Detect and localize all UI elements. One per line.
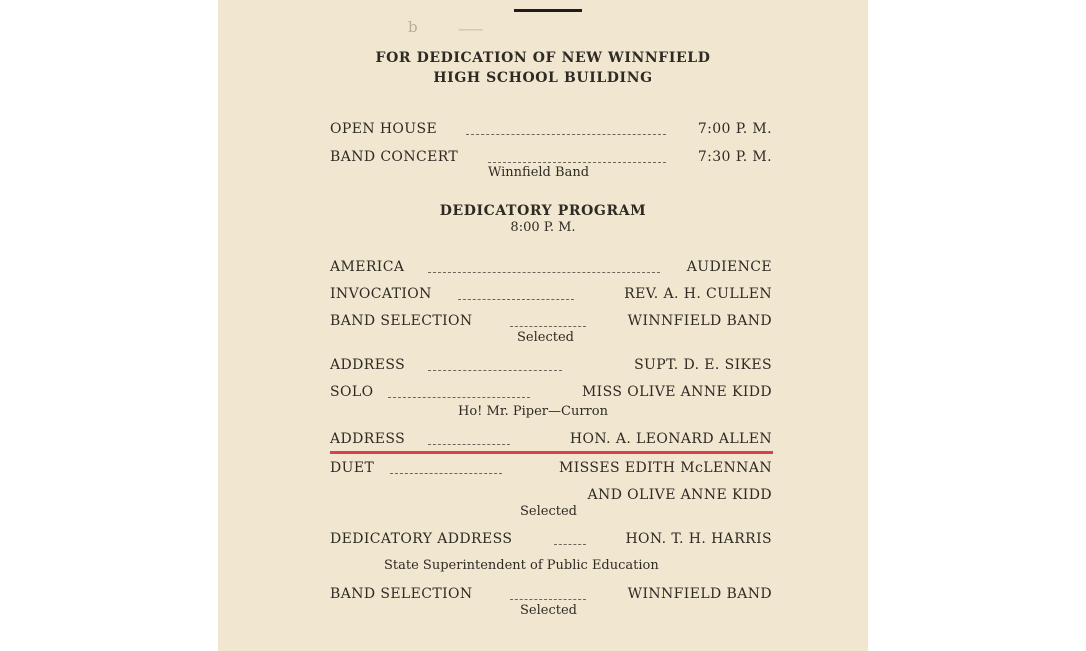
row-label: OPEN HOUSE: [330, 121, 438, 137]
top-rule: [514, 9, 582, 12]
program-item-america: [330, 259, 772, 279]
row-label: BAND CONCERT: [330, 149, 459, 165]
program-item-address-sikes: [330, 357, 772, 377]
row-label: AMERICA: [330, 259, 405, 275]
program-item-solo: [330, 384, 772, 404]
leader-dots: [388, 397, 530, 398]
row-value: 7:30 P. M.: [697, 149, 772, 165]
leader-dots: [428, 272, 660, 273]
program-item-duet: [330, 460, 772, 480]
band-selection-final-note: Selected: [520, 603, 577, 618]
row-label: SOLO: [330, 384, 374, 400]
row-value: HON. A. LEONARD ALLEN: [569, 431, 772, 447]
band-selection-note: Selected: [517, 330, 574, 345]
leader-dots: [554, 544, 586, 545]
row-label: DEDICATORY ADDRESS: [330, 531, 513, 547]
leader-dots: [510, 599, 586, 600]
row-label: BAND SELECTION: [330, 313, 473, 329]
row-label: ADDRESS: [330, 357, 406, 373]
row-value: WINNFIELD BAND: [627, 586, 772, 602]
red-underline: [330, 451, 773, 454]
row-value: WINNFIELD BAND: [627, 313, 772, 329]
row-value: MISS OLIVE ANNE KIDD: [581, 384, 772, 400]
open-house-row: [330, 121, 772, 141]
leader-dots: [428, 444, 510, 445]
leader-dots: [458, 299, 574, 300]
header-line-2: HIGH SCHOOL BUILDING: [433, 70, 653, 86]
row-label: ADDRESS: [330, 431, 406, 447]
program-page: [218, 0, 868, 651]
row-value: 7:00 P. M.: [697, 121, 772, 137]
row-value: REV. A. H. CULLEN: [624, 286, 772, 302]
leader-dots: [488, 162, 666, 163]
row-value: HON. T. H. HARRIS: [625, 531, 772, 547]
row-value: MISSES EDITH McLENNAN: [559, 460, 772, 476]
leader-dots: [390, 473, 502, 474]
row-label: INVOCATION: [330, 286, 432, 302]
program-item-dedicatory-address: [330, 531, 772, 551]
row-value: AUDIENCE: [686, 259, 772, 275]
header-line-1: FOR DEDICATION OF NEW WINNFIELD: [375, 50, 711, 66]
leader-dots: [510, 326, 586, 327]
leader-dots: [428, 370, 562, 371]
row-value: SUPT. D. E. SIKES: [634, 357, 772, 373]
leader-dots: [466, 134, 666, 135]
row-value-continued: AND OLIVE ANNE KIDD: [587, 487, 772, 503]
bleed-through-mark: ⸺: [458, 20, 484, 38]
program-item-address-allen: [330, 431, 772, 451]
solo-note: Ho! Mr. Piper—Curron: [458, 404, 608, 419]
row-label: BAND SELECTION: [330, 586, 473, 602]
row-label: DUET: [330, 460, 375, 476]
bleed-through-mark: b: [408, 18, 418, 36]
program-title: DEDICATORY PROGRAM: [439, 203, 647, 219]
program-time: 8:00 P. M.: [510, 220, 576, 235]
dedicatory-address-note: State Superintendent of Public Education: [384, 558, 659, 573]
band-concert-note: Winnfield Band: [488, 165, 590, 180]
duet-note: Selected: [520, 504, 577, 519]
program-item-invocation: [330, 286, 772, 306]
